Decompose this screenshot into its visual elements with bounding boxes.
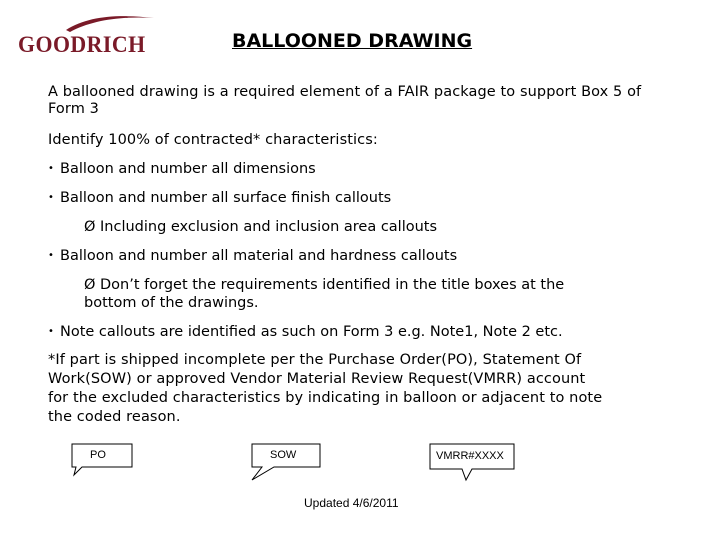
bullet-material-hardness: • Balloon and number all material and hardness callouts xyxy=(48,248,458,264)
goodrich-logo xyxy=(18,14,148,58)
logo-swoosh-icon xyxy=(58,14,188,34)
footnote-line-2: Work(SOW) or approved Vendor Material Review Request(VMRR) account xyxy=(48,371,586,387)
arrow-bullet-icon: Ø xyxy=(84,277,96,293)
bullet-note-callouts: • Note callouts are identified as such on Form 3 e.g. Note1, Note 2 etc. xyxy=(48,324,563,340)
updated-date: Updated 4/6/2011 xyxy=(304,496,399,510)
sub-exclusion-inclusion: Ø Including exclusion and inclusion area callouts xyxy=(84,219,438,235)
bullet-dot-icon: • xyxy=(48,163,54,174)
intro-paragraph: A ballooned drawing is a required element of a FAIR package to support Box 5 of Form 3 xyxy=(48,84,642,117)
footnote-line-4: the coded reason. xyxy=(48,409,181,425)
bullet-surface-finish: • Balloon and number all surface finish callouts xyxy=(48,190,392,206)
callout-vmrr xyxy=(426,442,520,484)
page-title: BALLOONED DRAWING xyxy=(232,30,473,52)
sub-title-boxes: Ø Don’t forget the requirements identified in the title boxes at the xyxy=(84,277,565,293)
sub-title-boxes-cont: bottom of the drawings. xyxy=(84,295,259,311)
footnote-line-3: for the excluded characteristics by indicating in balloon or adjacent to note xyxy=(48,390,603,406)
bullet-dimensions: • Balloon and number all dimensions xyxy=(48,161,316,177)
footnote-line-1: *If part is shipped incomplete per the Purchase Order(PO), Statement Of xyxy=(48,352,582,368)
callout-sow-label: SOW xyxy=(270,449,297,461)
bullet-dot-icon: • xyxy=(48,250,54,261)
logo-text: GOODRICH xyxy=(18,32,146,57)
callout-po-label: PO xyxy=(90,449,106,461)
bullet-dot-icon: • xyxy=(48,326,54,337)
identify-line: Identify 100% of contracted* characteristics: xyxy=(48,132,378,148)
callout-vmrr-label: VMRR#XXXX xyxy=(436,450,504,462)
bullet-dot-icon: • xyxy=(48,192,54,203)
arrow-bullet-icon: Ø xyxy=(84,219,96,235)
